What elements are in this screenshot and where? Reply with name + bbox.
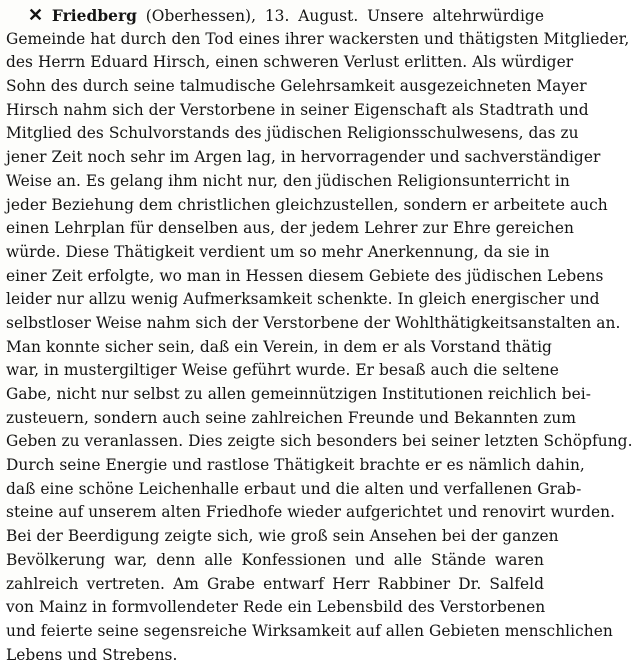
article-line: des Herrn Eduard Hirsch, einen schweren Verlust erlitten. Als würdiger <box>6 53 574 72</box>
article-region: (Oberhessen), <box>145 7 257 25</box>
article-line: leider nur allzu wenig Aufmerksamkeit schenkte. In gleich energischer und <box>6 290 600 309</box>
article-line: Hirsch nahm sich der Verstorbene in seiner Eigenschaft als Stadtrath und <box>6 100 589 119</box>
article-line: einen Lehrplan für denselben aus, der jedem Lehrer zur Ehre gereichen <box>6 219 575 238</box>
article-line: Lebens und Strebens. <box>6 645 178 664</box>
article-line: Weise an. Es gelang ihm nicht nur, den jüdischen Religionsunterricht in <box>6 171 570 190</box>
article-line: von Mainz in formvollendeter Rede ein Lebensbild des Verstorbenen <box>6 598 546 617</box>
article-line: Man konnte sicher sein, daß ein Verein, in dem er als Vorstand thätig <box>6 337 552 356</box>
article-line: Sohn des durch seine talmudische Gelehrsamkeit ausgezeichneten Mayer <box>6 77 587 96</box>
article-line: Durch seine Energie und rastlose Thätigkeit brachte er es nämlich dahin, <box>6 456 585 475</box>
article-first-line <box>6 4 544 28</box>
article-line: zahlreich vertreten. Am Grabe entwarf Herr Rabbiner Dr. Salfeld <box>6 574 544 593</box>
article-line: steine auf unserem alten Friedhofe wieder aufgerichtet und renovirt wurden. <box>6 503 616 522</box>
article-line: Gemeinde hat durch den Tod eines ihrer wackersten und thätigsten Mitglieder, <box>6 29 630 48</box>
article-line: und feierte seine segensreiche Wirksamkeit auf allen Gebieten menschlichen <box>6 621 613 640</box>
article-line: Geben zu veranlassen. Dies zeigte sich besonders bei seiner letzten Schöpfung. <box>6 432 633 451</box>
article-line: daß eine schöne Leichenhalle erbaut und die alten und verfallenen Grab- <box>6 479 582 498</box>
article-first-line-rest: Unsere altehrwürdige <box>367 7 544 25</box>
article-line: war, in mustergiltiger Weise geführt wurde. Er besaß auch die seltene <box>6 361 559 380</box>
article-line: jeder Beziehung dem christlichen gleichzustellen, sondern er arbeitete auch <box>6 195 608 214</box>
article-place: Friedberg <box>51 7 137 25</box>
article-marker-icon: ✕ <box>28 5 44 26</box>
article-line: Bei der Beerdigung zeigte sich, wie groß sein Ansehen bei der ganzen <box>6 527 559 546</box>
article-line: zusteuern, sondern auch seine zahlreichen Freunde und Bekannten zum <box>6 408 576 427</box>
article-line: jener Zeit noch sehr im Argen lag, in hervorragender und sachverständiger <box>6 148 601 167</box>
article-line: Mitglied des Schulvorstands des jüdischen Religionsschulwesens, das zu <box>6 124 579 143</box>
article-line: Bevölkerung war, denn alle Konfessionen und alle Stände waren <box>6 550 544 569</box>
article-line: einer Zeit erfolgte, wo man in Hessen diesem Gebiete des jüdischen Lebens <box>6 266 604 285</box>
article-line: Gabe, nicht nur selbst zu allen gemeinnützigen Institutionen reichlich bei- <box>6 385 591 403</box>
article-date: 13. August. <box>264 7 359 25</box>
article-line: würde. Diese Thätigkeit verdient um so mehr Anerkennung, da sie in <box>6 242 550 261</box>
article-line: selbstloser Weise nahm sich der Verstorbene der Wohlthätigkeitsanstalten an. <box>6 313 621 332</box>
